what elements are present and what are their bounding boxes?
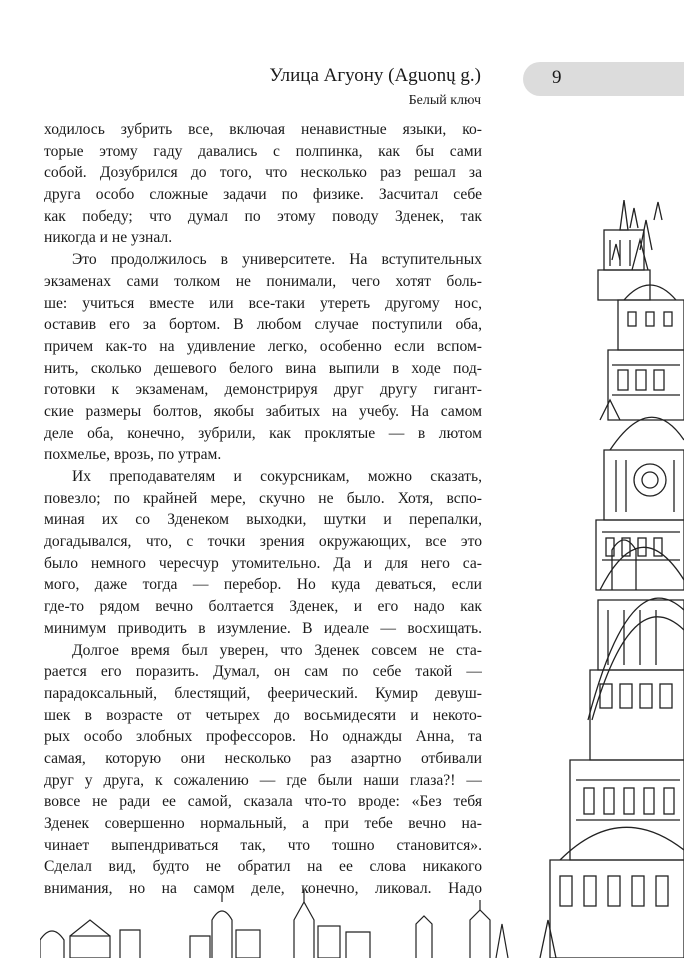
text-line: причем как-то на удивление легко, особенно если вспом- (44, 337, 482, 355)
text-line: внимания, но на самом деле, конечно, ликовал. Надо (44, 880, 482, 898)
text-line: собой. Дозубрился до того, что несколько раз решал за (44, 164, 482, 182)
text-line: торые этому гаду давались с полпинка, как бы сами (44, 142, 482, 160)
text-line: миная их со Зденеком выходки, шутки и перепалки, (44, 511, 482, 529)
text-line: как победу; что думал по этому поводу Зденек, так (44, 207, 482, 225)
text-line: деле оба, конечно, зубрили, как проклятые — в лютом (44, 424, 482, 442)
text-line: похмелье, врозь, по утрам. (44, 446, 222, 464)
text-line: готовки к экзаменам, демонстрируя друг другу гигант- (44, 381, 482, 399)
skyline-illustration-bottom (40, 880, 510, 958)
tower-illustration-right (500, 200, 684, 958)
text-line: рается его поразить. Думал, он сам по себе такой — (44, 663, 482, 681)
text-line: самая, которую они несколько раз азартно отбивали (44, 749, 482, 767)
text-line: друг у друга, к сожалению — где были наши глаза?! — (44, 771, 482, 789)
text-line: минимум приводить в изумление. В идеале — восхищать. (44, 619, 482, 637)
running-subtitle: Белый ключ (408, 93, 481, 108)
text-line: экзаменах сами толком не понимали, чего хотят боль- (44, 272, 482, 290)
page-number: 9 (552, 67, 562, 88)
text-line: вовсе не ради ее самой, сказала что-то вроде: «Без тебя (44, 793, 482, 811)
text-line: где-то рядом вечно болтается Зденек, и его надо как (44, 598, 482, 616)
text-line: ходилось зубрить все, включая ненавистные языки, ко- (44, 121, 482, 138)
text-line: оставив его за бортом. В любом случае поступили оба, (44, 316, 482, 334)
text-line: нить, сколько дешевого белого вина выпили в ходе под- (44, 359, 482, 377)
text-line: шек в возрасте от четырех до восьмидесяти и некото- (44, 706, 482, 724)
text-line: Долгое время был уверен, что Зденек совсем не ста- (72, 641, 482, 659)
text-line: никогда и не узнал. (44, 229, 173, 247)
body-text (44, 119, 482, 900)
text-line: Это продолжилось в университете. На вступительных (72, 251, 482, 269)
text-line: друга особо сложные задачи по физике. Засчитал себе (44, 186, 482, 204)
text-line: Сделал вид, будто не обратил на ее слова никакого (44, 858, 482, 876)
text-line: мого, даже тогда — перебор. Но куда деваться, если (44, 576, 482, 594)
text-line: ские размеры болтов, якобы забитых на учебу. На самом (44, 402, 482, 420)
text-line: ше: учиться вместе или все-таки утереть другому нос, (44, 294, 482, 312)
text-line: парадоксальный, блестящий, феерический. Кумир девуш- (44, 684, 482, 702)
text-line: было немного чересчур утомительно. Да и для него са- (44, 554, 482, 572)
text-line: чинает выпендриваться так, что тошно становится». (44, 836, 482, 854)
text-line: Зденек совершенно нормальный, а при тебе вечно на- (44, 815, 482, 832)
text-line: догадывался, что, с точки зрения окружающих, все это (44, 533, 482, 551)
text-line: Их преподавателям и сокурсникам, можно сказать, (72, 468, 482, 485)
text-line: повезло; по крайней мере, скучно не было. Хотя, вспо- (44, 489, 482, 507)
running-title: Улица Агуону (Aguonų g.) (269, 65, 481, 86)
page-number-tab (523, 62, 684, 96)
text-line: рых особо злобных профессоров. Но однажды Анна, та (44, 728, 482, 746)
